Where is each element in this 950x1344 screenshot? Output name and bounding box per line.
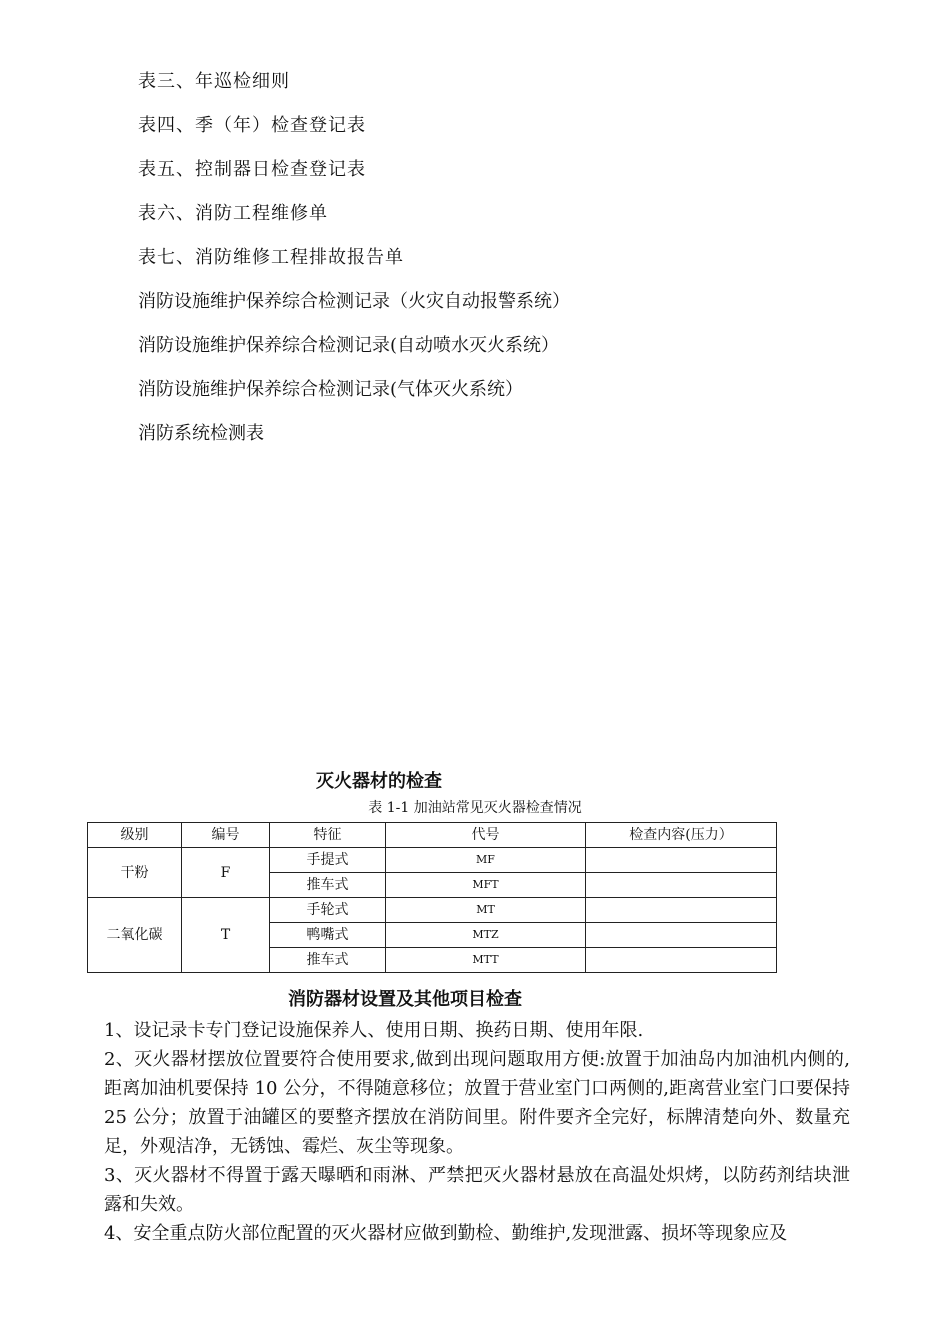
feature-cell: 推车式 <box>270 873 386 898</box>
section-heading-equipment: 消防器材设置及其他项目检查 <box>288 989 522 1010</box>
feature-cell: 鸭嘴式 <box>270 923 386 948</box>
extinguisher-table <box>87 822 777 973</box>
table-caption: 表 1-1 加油站常见灭火器检查情况 <box>368 800 582 816</box>
inspection-cell <box>586 898 777 923</box>
code-cell: T <box>182 898 270 973</box>
form-list-item: 消防设施维护保养综合检测记录（火灾自动报警系统） <box>138 291 570 312</box>
table-header-row <box>88 823 777 848</box>
form-list-item: 表四、季（年）检查登记表 <box>138 115 366 136</box>
designation-cell: MF <box>386 848 586 873</box>
form-list-item: 消防系统检测表 <box>138 423 264 444</box>
code-cell: F <box>182 848 270 898</box>
checklist-paragraph: 1、设记录卡专门登记设施保养人、使用日期、换药日期、使用年限. <box>104 1020 644 1041</box>
form-list-item: 表七、消防维修工程排故报告单 <box>138 247 404 268</box>
table-header-cell: 代号 <box>386 823 586 848</box>
form-list-item: 消防设施维护保养综合检测记录(气体灭火系统） <box>138 379 524 400</box>
level-cell: 二氧化碳 <box>88 898 182 973</box>
section-heading-extinguisher: 灭火器材的检查 <box>316 771 442 792</box>
inspection-cell <box>586 923 777 948</box>
table-header-cell: 级别 <box>88 823 182 848</box>
feature-cell: 手轮式 <box>270 898 386 923</box>
inspection-cell <box>586 948 777 973</box>
feature-cell: 推车式 <box>270 948 386 973</box>
equipment-checklist <box>104 1016 850 1248</box>
table-row <box>88 898 777 923</box>
form-list-item: 表五、控制器日检查登记表 <box>138 159 366 180</box>
designation-cell: MTZ <box>386 923 586 948</box>
table-header-cell: 编号 <box>182 823 270 848</box>
table-row <box>88 848 777 873</box>
inspection-cell <box>586 848 777 873</box>
table-header-cell: 检查内容(压力） <box>586 823 777 848</box>
checklist-paragraph: 4、安全重点防火部位配置的灭火器材应做到勤检、勤维护,发现泄露、损坏等现象应及 <box>104 1223 788 1244</box>
form-list-item: 消防设施维护保养综合检测记录(自动喷水灭火系统） <box>138 335 560 356</box>
designation-cell: MTT <box>386 948 586 973</box>
table-header-cell: 特征 <box>270 823 386 848</box>
level-cell: 干粉 <box>88 848 182 898</box>
checklist-paragraph: 2、灭火器材摆放位置要符合使用要求,做到出现问题取用方便:放置于加油岛内加油机内侧的,距离加油机要保持 10 公分，不得随意移位；放置于营业室门口两侧的,距离营业室门口要保持 25 公分；放置于油罐区的要整齐摆放在消防间里。附件要齐全完好，标牌清楚向外、数量充足，外观洁净，无锈蚀、霉烂、灰尘等现象。 <box>104 1049 850 1157</box>
checklist-paragraph: 3、灭火器材不得置于露天曝晒和雨淋、严禁把灭火器材悬放在高温处炽烤，以防药剂结块泄露和失效。 <box>104 1165 850 1215</box>
form-list-item: 表三、年巡检细则 <box>138 71 290 92</box>
feature-cell: 手提式 <box>270 848 386 873</box>
designation-cell: MT <box>386 898 586 923</box>
inspection-cell <box>586 873 777 898</box>
form-list-item: 表六、消防工程维修单 <box>138 203 328 224</box>
designation-cell: MFT <box>386 873 586 898</box>
